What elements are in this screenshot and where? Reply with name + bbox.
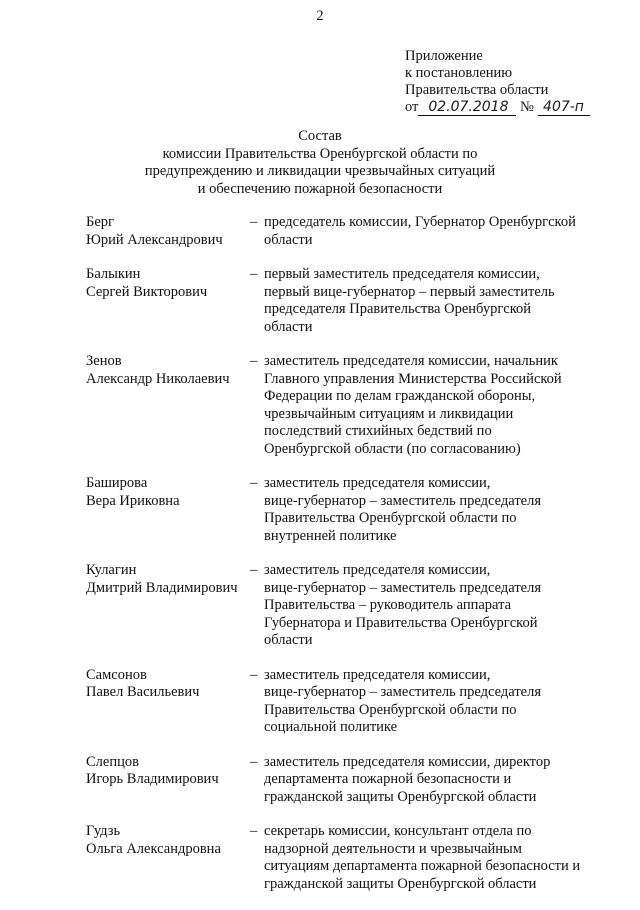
member-role — [264, 475, 604, 545]
member-surname: Зенов — [86, 353, 122, 369]
member-role-line: заместитель председателя комиссии, — [264, 666, 491, 683]
member-role-line: Правительства Оренбургской области по — [264, 701, 517, 718]
handwritten-date: 02.07.2018 — [418, 100, 516, 116]
member-entry — [86, 823, 606, 893]
member-surname: Балыкин — [86, 266, 141, 282]
member-role-line: вице-губернатор – заместитель председателя — [264, 579, 541, 596]
member-role-line: заместитель председателя комиссии, директор — [264, 753, 551, 770]
member-name — [86, 475, 250, 545]
member-role-line: внутренней политике — [264, 527, 397, 544]
member-role — [264, 266, 604, 336]
member-role-line: социальной политике — [264, 719, 398, 735]
member-role-line: области — [264, 632, 313, 648]
member-role — [264, 754, 604, 807]
member-entry — [86, 266, 606, 336]
appendix-header — [405, 48, 590, 116]
member-role — [264, 562, 604, 650]
appendix-date-line — [405, 99, 590, 116]
members-list — [86, 214, 606, 910]
member-name — [86, 266, 250, 336]
member-given-name: Игорь Владимирович — [86, 771, 219, 787]
dash-separator: – — [250, 214, 258, 230]
member-entry — [86, 754, 606, 807]
dash-separator: – — [250, 666, 258, 683]
member-role-line: гражданской защиты Оренбургской области — [264, 788, 537, 805]
number-prefix: № — [520, 99, 534, 115]
member-entry — [86, 667, 606, 737]
member-role-line: чрезвычайным ситуациям и ликвидации — [264, 405, 514, 422]
member-role-line: Губернатора и Правительства Оренбургской — [264, 614, 538, 631]
member-given-name: Вера Ириковна — [86, 492, 180, 509]
member-role — [264, 667, 604, 737]
document-title — [0, 128, 640, 198]
member-role-line: первый вице-губернатор – первый заместитель — [264, 283, 555, 300]
dash-separator: – — [250, 562, 258, 578]
member-name — [86, 667, 250, 737]
member-role-line: департамента пожарной безопасности и — [264, 771, 512, 787]
member-surname: Баширова — [86, 475, 148, 491]
member-given-name: Александр Николаевич — [86, 370, 230, 387]
member-entry — [86, 353, 606, 458]
member-entry — [86, 475, 606, 545]
dash-separator: – — [250, 475, 258, 491]
member-role-line: первый заместитель председателя комиссии, — [264, 266, 540, 282]
member-surname: Берг — [86, 214, 114, 230]
member-role-line: заместитель председателя комиссии, — [264, 562, 491, 578]
title-line-2: комиссии Правительства Оренбургской области по — [162, 145, 478, 162]
appendix-line-2: к постановлению — [405, 65, 513, 81]
title-line-4: и обеспечению пожарной безопасности — [197, 180, 443, 197]
member-role-line: секретарь комиссии, консультант отдела по — [264, 823, 532, 839]
member-role-line: вице-губернатор – заместитель председателя — [264, 492, 541, 509]
member-name — [86, 562, 250, 650]
title-line-3: предупреждению и ликвидации чрезвычайных ситуаций — [144, 163, 496, 179]
member-name — [86, 214, 250, 249]
member-role-line: гражданской защиты Оренбургской области — [264, 875, 537, 892]
member-role-line: заместитель председателя комиссии, начальник — [264, 353, 558, 369]
member-role-line: надзорной деятельности и чрезвычайным — [264, 840, 522, 857]
member-role-line: области — [264, 231, 313, 248]
member-role-line: Оренбургской области (по согласованию) — [264, 440, 521, 457]
handwritten-number: 407-п — [538, 100, 590, 116]
dash-separator: – — [250, 353, 258, 369]
member-name — [86, 754, 250, 807]
date-prefix: от — [405, 99, 419, 115]
dash-separator: – — [250, 753, 258, 770]
dash-separator: – — [250, 823, 258, 839]
member-given-name: Юрий Александрович — [86, 231, 223, 248]
member-role — [264, 353, 604, 458]
member-given-name: Сергей Викторович — [86, 283, 208, 300]
member-entry — [86, 562, 606, 650]
member-role — [264, 214, 604, 249]
member-role-line: Правительства Оренбургской области по — [264, 510, 517, 526]
member-role-line: Главного управления Министерства Российской — [264, 370, 562, 387]
member-given-name: Павел Васильевич — [86, 684, 200, 700]
member-name — [86, 823, 250, 893]
member-role-line: Федерации по делам гражданской обороны, — [264, 388, 536, 404]
member-role-line: Правительства – руководитель аппарата — [264, 597, 512, 613]
member-given-name: Дмитрий Владимирович — [86, 579, 238, 596]
member-surname: Слепцов — [86, 753, 139, 770]
member-role-line: председатель комиссии, Губернатор Оренбургской — [264, 214, 576, 230]
page-number: 2 — [316, 8, 324, 24]
member-entry — [86, 214, 606, 249]
member-surname: Кулагин — [86, 562, 137, 578]
member-role-line: области — [264, 318, 313, 335]
appendix-line-3: Правительства области — [405, 82, 549, 98]
member-role — [264, 823, 604, 893]
member-given-name: Ольга Александровна — [86, 840, 221, 857]
dash-separator: – — [250, 266, 258, 282]
member-surname: Самсонов — [86, 666, 147, 683]
member-role-line: председателя Правительства Оренбургской — [264, 301, 532, 317]
member-role-line: последствий стихийных бедствий по — [264, 423, 492, 439]
appendix-line-1: Приложение — [405, 48, 483, 64]
member-role-line: ситуациям департамента пожарной безопасности и — [264, 858, 581, 874]
member-name — [86, 353, 250, 458]
member-surname: Гудзь — [86, 823, 121, 839]
member-role-line: вице-губернатор – заместитель председателя — [264, 684, 541, 700]
member-role-line: заместитель председателя комиссии, — [264, 475, 491, 491]
title-line-1: Состав — [298, 128, 342, 144]
